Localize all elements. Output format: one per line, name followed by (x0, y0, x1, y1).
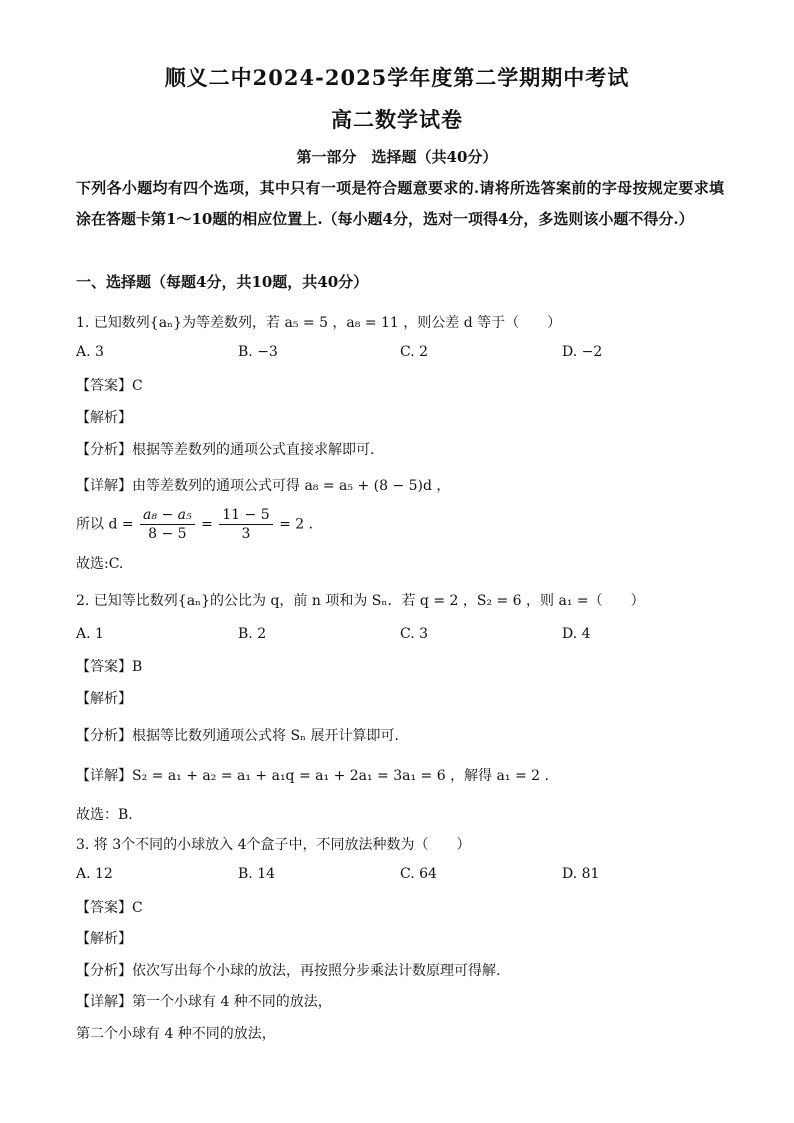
q1-detail: 【详解】由等差数列的通项公式可得 a₈ = a₅ + (8 − 5)d ， (76, 478, 451, 494)
q2-option-b: B. 2 (238, 626, 267, 642)
exam-title: 顺义二中2024-2025学年度第二学期期中考试 (164, 65, 630, 90)
part-heading: 第一部分 选择题（共40分） (296, 148, 498, 166)
q3-stem: 3. 将 3个不同的小球放入 4个盒子中，不同放法种数为（ ） (76, 837, 471, 853)
q1-option-c: C. 2 (400, 344, 429, 360)
section-title: 一、选择题（每题4分，共10题，共40分） (76, 273, 369, 291)
q1-option-d: D. −2 (562, 344, 603, 360)
q3-detail-1: 【详解】第一个小球有 4 种不同的放法， (76, 994, 332, 1010)
q1-option-a: A. 3 (76, 344, 104, 360)
q2-option-c: C. 3 (400, 626, 429, 642)
q1-fraction-2-den: 3 (241, 526, 251, 542)
q1-fraction-2-num: 11 − 5 (219, 506, 272, 525)
q2-conclusion: 故选：B. (76, 807, 133, 823)
q1-formula-suffix: = 2 . (279, 516, 314, 533)
q3-option-a: A. 12 (76, 866, 113, 882)
q2-analysis-label: 【解析】 (76, 691, 132, 707)
q1-fraction-2 (219, 506, 272, 543)
q3-analysis-label: 【解析】 (76, 931, 132, 947)
q1-option-b: B. −3 (238, 344, 278, 360)
exam-subtitle: 高二数学试卷 (331, 107, 463, 132)
q1-fraction-1 (140, 506, 195, 543)
q1-formula-prefix: 所以 d = (76, 516, 134, 533)
q3-analysis: 【分析】依次写出每个小球的放法，再按照分步乘法计数原理可得解. (76, 963, 501, 979)
q2-stem: 2. 已知等比数列{aₙ}的公比为 q，前 n 项和为 Sₙ．若 q = 2 ，S₂ = 6 ，则 a₁ =（ ） (76, 593, 645, 609)
q1-fraction-1-den: 8 − 5 (148, 526, 187, 542)
q2-option-d: D. 4 (562, 626, 591, 642)
q3-option-d: D. 81 (562, 866, 600, 882)
q3-detail-2: 第二个小球有 4 种不同的放法， (76, 1026, 276, 1042)
q1-analysis: 【分析】根据等差数列的通项公式直接求解即可. (76, 442, 375, 458)
q1-stem: 1. 已知数列{aₙ}为等差数列，若 a₅ = 5 ，a₈ = 11 ，则公差 d 等于（ ） (76, 315, 562, 331)
q2-option-a: A. 1 (76, 626, 104, 642)
q2-analysis: 【分析】根据等比数列通项公式将 Sₙ 展开计算即可. (76, 728, 399, 744)
q3-answer: 【答案】C (76, 900, 143, 916)
instructions: 下列各小题均有四个选项，其中只有一项是符合题意要求的.请将所选答案前的字母按规定要求填涂在答题卡第1～10题的相应位置上.（每小题4分，选对一项得4分，多选则该小题不得分.） (76, 179, 724, 228)
q1-analysis-label: 【解析】 (76, 410, 132, 426)
equals-sign: = (201, 516, 213, 533)
q2-detail: 【详解】S₂ = a₁ + a₂ = a₁ + a₁q = a₁ + 2a₁ = 3a₁ = 6 ，解得 a₁ = 2 . (76, 768, 549, 784)
q1-formula (76, 506, 313, 543)
q2-answer: 【答案】B (76, 659, 143, 675)
q3-option-c: C. 64 (400, 866, 437, 882)
q1-answer: 【答案】C (76, 378, 143, 394)
q3-option-b: B. 14 (238, 866, 276, 882)
q1-fraction-1-num: a₈ − a₅ (140, 506, 195, 525)
q1-conclusion: 故选:C. (76, 556, 124, 572)
